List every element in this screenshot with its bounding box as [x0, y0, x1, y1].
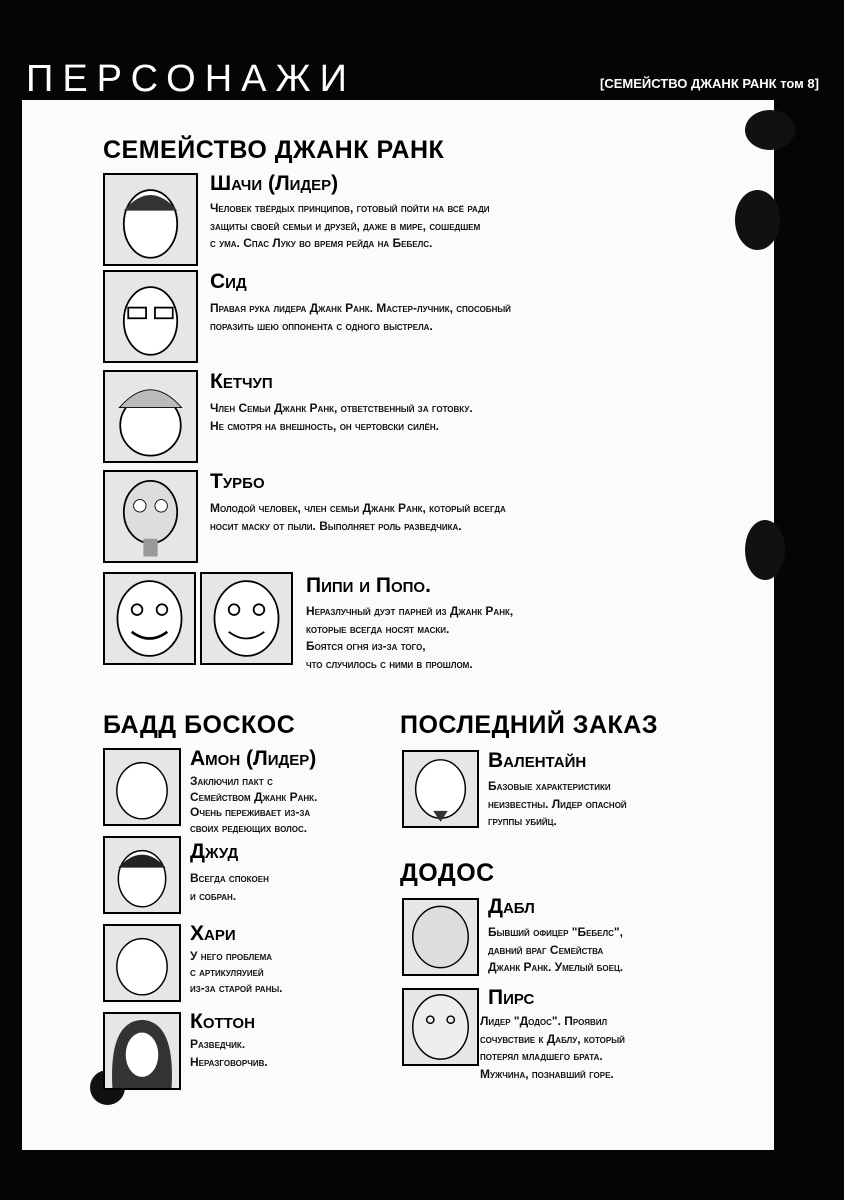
portrait-popo — [200, 572, 293, 665]
character-description: Разведчик. Неразговорчив. — [190, 1037, 268, 1069]
portrait-jude — [103, 836, 181, 914]
character-description: Правая рука лидера Джанк Ранк. Мастер-лучник, способный поразить шею оппонента с одного выстрела. — [210, 301, 511, 333]
character-description: Базовые характеристики неизвестны. Лидер опасной группы убийц. — [488, 779, 627, 828]
portrait-amon — [103, 748, 181, 826]
portrait-hari — [103, 924, 181, 1002]
character-name: Джуд — [190, 840, 239, 863]
character-description: Заключил пакт с Семейством Джанк Ранк. Очень переживает из-за своих редеющих волос. — [190, 774, 318, 835]
portrait-double — [402, 898, 479, 976]
section-title-last-order: ПОСЛЕДНИЙ ЗАКАЗ — [400, 711, 659, 739]
portrait-sid — [103, 270, 198, 363]
character-name: Кетчуп — [210, 370, 273, 393]
character-name: Пирс — [488, 986, 535, 1009]
portrait-cotton — [103, 1012, 181, 1090]
character-name: Валентайн — [488, 749, 587, 772]
character-name: Пипи и Попо. — [306, 574, 431, 597]
portrait-turbo — [103, 470, 198, 563]
portrait-shachi — [103, 173, 198, 266]
character-name: Дабл — [488, 895, 535, 918]
character-description: Бывший офицер "Бебелс", давний враг Семейства Джанк Ранк. Умелый боец. — [488, 925, 624, 974]
character-description: Всегда спокоен и собран. — [190, 871, 269, 903]
character-name: Шачи (Лидер) — [210, 172, 339, 195]
section-title-badd-boskos: БАДД БОСКОС — [103, 711, 296, 739]
character-name: Коттон — [190, 1010, 255, 1033]
section-title-junk-rank: СЕМЕЙСТВО ДЖАНК РАНК — [103, 136, 445, 164]
portrait-pierce — [402, 988, 479, 1066]
volume-label: [СЕМЕЙСТВО ДЖАНК РАНК том 8] — [600, 76, 819, 91]
character-description: Неразлучный дуэт парней из Джанк Ранк, которые всегда носят маски. Боятся огня из-за того, что случилось с ними в прошлом. — [306, 604, 514, 671]
character-description: У него проблема с артикуляуией из-за старой раны. — [190, 949, 283, 995]
section-title-dodos: ДОДОС — [400, 859, 495, 887]
character-description: Лидер "Додос". Проявил сочувствие к Даблу, который потерял младшего брата. Мужчина, познавший горе. — [480, 1014, 625, 1081]
character-name: Сид — [210, 270, 247, 293]
portrait-pipi — [103, 572, 196, 665]
character-description: Член Семьи Джанк Ранк, ответственный за готовку. Не смотря на внешность, он чертовски силён. — [210, 401, 473, 433]
portrait-ketchup — [103, 370, 198, 463]
character-name: Турбо — [210, 470, 265, 493]
gear-decoration — [745, 110, 795, 150]
gear-decoration — [735, 190, 780, 250]
character-description: Человек твёрдых принципов, готовый пойти на всё ради защиты своей семьи и друзей, даже в мире, сошедшем с ума. Спас Луку во время рейда на Бебелс. — [210, 201, 490, 250]
grunge-decoration — [745, 520, 785, 580]
page-title: ПЕРСОНАЖИ — [26, 58, 356, 100]
character-description: Молодой человек, член семьи Джанк Ранк, который всегда носит маску от пыли. Выполняет роль разведчика. — [210, 501, 506, 533]
portrait-valentine — [402, 750, 479, 828]
character-name: Амон (Лидер) — [190, 747, 317, 770]
character-name: Хари — [190, 922, 236, 945]
